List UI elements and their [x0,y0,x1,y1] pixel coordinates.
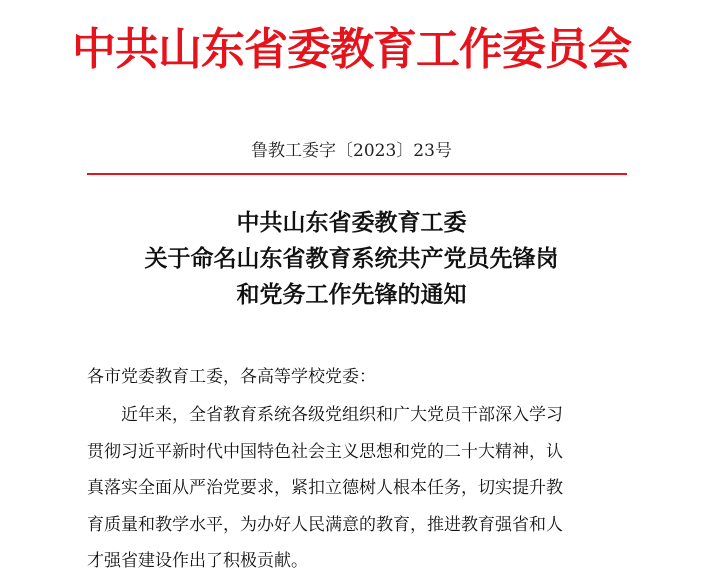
body-paragraph [87,397,627,580]
paragraph-line: 真落实全面从严治党要求，紧扣立德树人根本任务，切实提升教 [87,478,563,498]
paragraph-line: 近年来，全省教育系统各级党组织和广大党员干部深入学习 [121,405,563,425]
title-line: 中共山东省委教育工委 [236,210,467,236]
notice-title [0,205,703,313]
title-line: 关于命名山东省教育系统共产党员先锋岗 [144,246,559,272]
title-line: 和党务工作先锋的通知 [236,282,467,308]
paragraph-line: 育质量和教学水平，为办好人民满意的教育，推进教育强省和人 [87,514,563,535]
red-divider-rule [87,173,627,175]
document-number: 鲁教工委字〔2023〕23号 [251,141,452,161]
masthead-organization: 中共山东省委教育工作委员会 [72,24,631,75]
salutation: 各市党委教育工委，各高等学校党委： [87,367,376,387]
paragraph-line: 才强省建设作出了积极贡献。 [87,551,308,571]
paragraph-line: 贯彻习近平新时代中国特色社会主义思想和党的二十大精神，认 [87,441,563,462]
